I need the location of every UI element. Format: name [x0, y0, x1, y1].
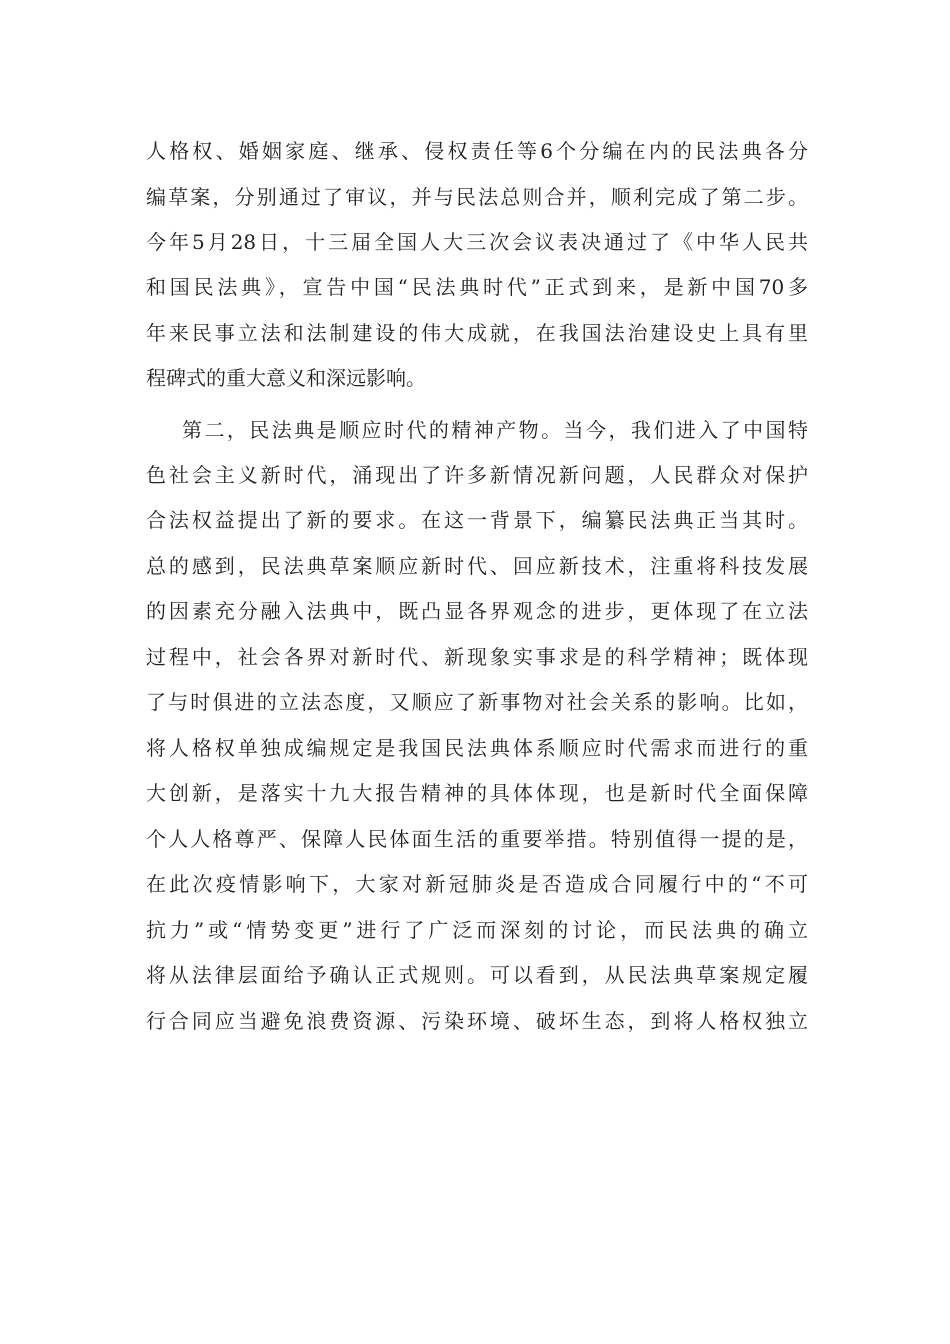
text-line: 个人人格尊严、保障人民体面生活的重要举措。特别值得一提的是，	[146, 827, 808, 851]
text-line: 第二，民法典是顺应时代的精神产物。当今，我们进入了中国特	[182, 418, 808, 442]
text-line: 在此次疫情影响下，大家对新冠肺炎是否造成合同履行中的“不可	[146, 872, 808, 896]
text-line: 今年5月28日，十三届全国人大三次会议表决通过了《中华人民共	[146, 230, 808, 254]
text-line: 的因素充分融入法典中，既凸显各界观念的进步，更体现了在立法	[146, 599, 808, 623]
text-line: 大创新，是落实十九大报告精神的具体体现，也是新时代全面保障	[146, 781, 808, 805]
text-line: 编草案，分别通过了审议，并与民法总则合并，顺利完成了第二步。	[146, 185, 808, 209]
text-line: 了与时俱进的立法态度，又顺应了新事物对社会关系的影响。比如，	[146, 690, 808, 714]
text-line: 年来民事立法和法制建设的伟大成就，在我国法治建设史上具有里	[146, 321, 808, 345]
text-line: 抗力”或“情势变更”进行了广泛而深刻的讨论，而民法典的确立	[146, 918, 808, 942]
text-line: 过程中，社会各界对新时代、新现象实事求是的科学精神；既体现	[146, 645, 808, 669]
text-line: 将从法律层面给予确认正式规则。可以看到，从民法典草案规定履	[146, 963, 808, 987]
text-line: 人格权、婚姻家庭、继承、侵权责任等6个分编在内的民法典各分	[146, 139, 808, 163]
text-line: 色社会主义新时代，涌现出了许多新情况新问题，人民群众对保护	[146, 463, 808, 487]
text-line: 总的感到，民法典草案顺应新时代、回应新技术，注重将科技发展	[146, 554, 808, 578]
text-line: 合法权益提出了新的要求。在这一背景下，编纂民法典正当其时。	[146, 508, 808, 532]
text-line: 行合同应当避免浪费资源、污染环境、破坏生态，到将人格权独立	[146, 1009, 808, 1033]
text-line: 将人格权单独成编规定是我国民法典体系顺应时代需求而进行的重	[146, 736, 808, 760]
text-line: 和国民法典》，宣告中国“民法典时代”正式到来，是新中国70多	[146, 275, 808, 299]
text-line: 程碑式的重大意义和深远影响。	[146, 366, 426, 390]
